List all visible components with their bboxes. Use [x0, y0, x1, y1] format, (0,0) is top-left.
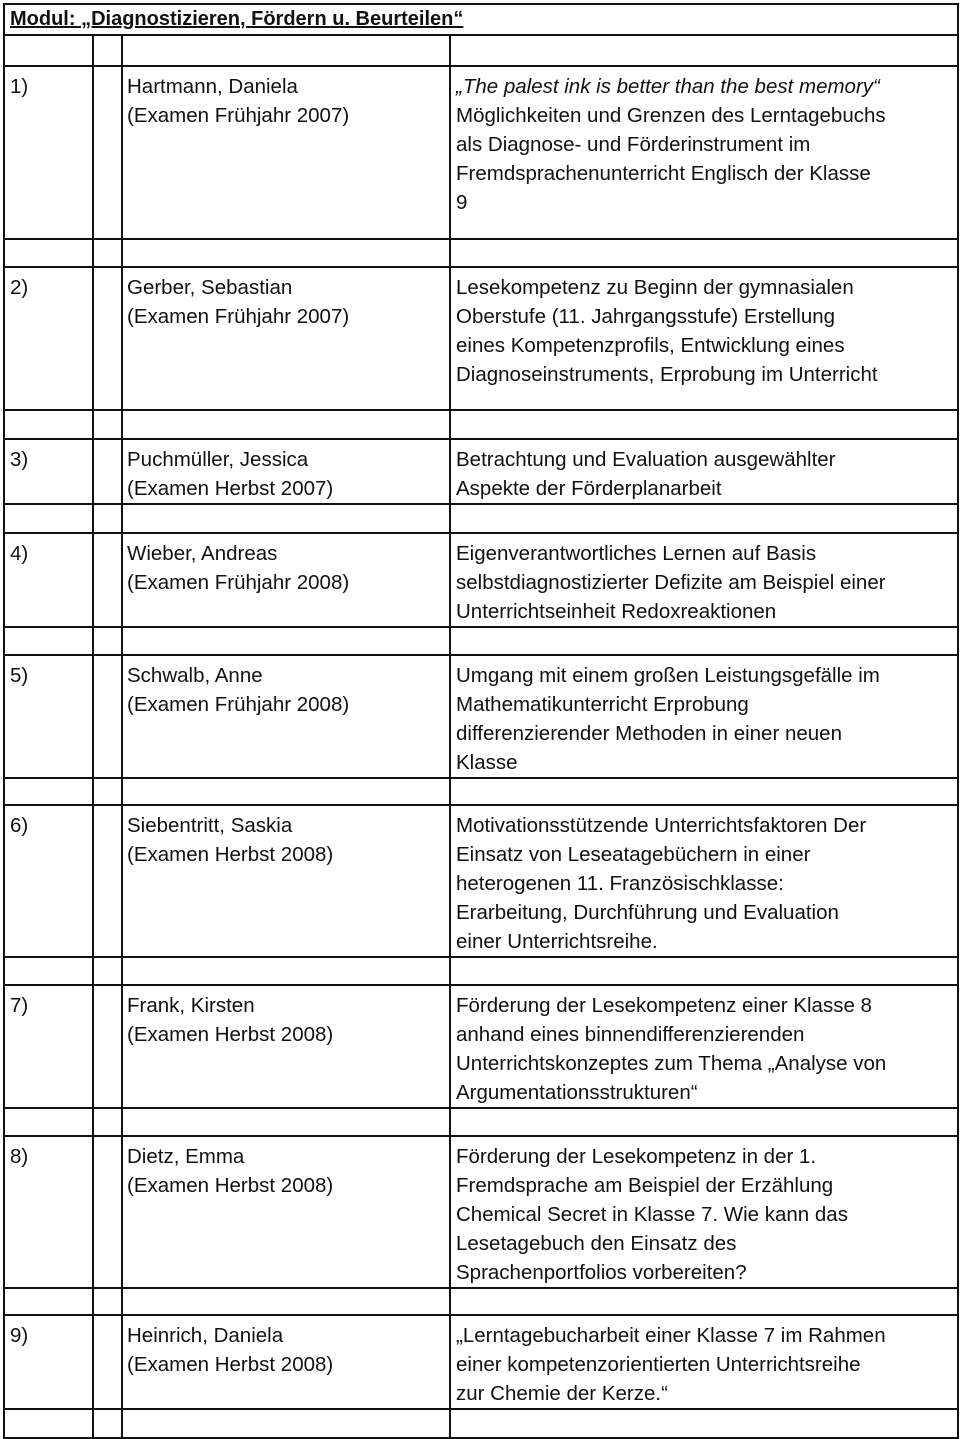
empty-cell: [93, 1136, 122, 1288]
spacer-row: [4, 239, 958, 267]
empty-cell: [122, 1288, 450, 1315]
empty-cell: [93, 985, 122, 1108]
author-exam: (Examen Herbst 2007): [127, 477, 334, 500]
topic-cell: [450, 267, 958, 410]
entry-number: 8): [10, 1145, 29, 1168]
topic-cell: [450, 66, 958, 239]
number-cell: [4, 533, 93, 627]
topic-cell: [450, 533, 958, 627]
topic-line: „The palest ink is better than the best memory“: [456, 75, 880, 98]
author-name: Puchmüller, Jessica: [127, 448, 309, 471]
entry-number: 4): [10, 542, 29, 565]
empty-cell: [450, 239, 958, 267]
topic-line: Betrachtung und Evaluation ausgewählter: [456, 448, 836, 471]
empty-cell: [93, 1409, 122, 1438]
empty-cell: [122, 239, 450, 267]
author-cell: [122, 805, 450, 957]
spacer-row: [4, 1409, 958, 1438]
empty-cell: [4, 1409, 93, 1438]
topic-line: differenzierender Methoden in einer neuen: [456, 722, 842, 745]
topic-line: „Lerntagebucharbeit einer Klasse 7 im Rahmen: [456, 1324, 886, 1347]
spacer-row: [4, 410, 958, 439]
entry-number: 1): [10, 75, 29, 98]
author-name: Heinrich, Daniela: [127, 1324, 284, 1347]
topic-line: einer Unterrichtsreihe.: [456, 930, 658, 953]
module-table: [3, 3, 959, 1439]
topic-line: Eigenverantwortliches Lernen auf Basis: [456, 542, 817, 565]
spacer-row: [4, 1108, 958, 1136]
empty-cell: [93, 439, 122, 504]
spacer-row: [4, 778, 958, 805]
empty-cell: [4, 957, 93, 985]
topic-cell: [450, 1315, 958, 1409]
table-row: [4, 805, 958, 957]
entry-number: 2): [10, 276, 29, 299]
empty-cell: [122, 778, 450, 805]
empty-cell: [122, 410, 450, 439]
author-cell: [122, 533, 450, 627]
entry-number: 7): [10, 994, 29, 1017]
empty-cell: [450, 504, 958, 533]
number-cell: [4, 1136, 93, 1288]
empty-cell: [122, 627, 450, 655]
topic-line: heterogenen 11. Französischklasse:: [456, 872, 784, 895]
empty-cell: [93, 778, 122, 805]
entry-number: 6): [10, 814, 29, 837]
topic-line: Oberstufe (11. Jahrgangsstufe) Erstellung: [456, 305, 836, 328]
number-cell: [4, 66, 93, 239]
empty-cell: [4, 35, 93, 66]
author-name: Dietz, Emma: [127, 1145, 245, 1168]
author-exam: (Examen Herbst 2008): [127, 1023, 334, 1046]
author-cell: [122, 66, 450, 239]
spacer-row: [4, 957, 958, 985]
empty-cell: [4, 627, 93, 655]
module-title: Modul: „Diagnostizieren, Fördern u. Beurteilen“: [4, 4, 958, 35]
empty-cell: [4, 778, 93, 805]
empty-cell: [93, 267, 122, 410]
author-cell: [122, 985, 450, 1108]
empty-cell: [93, 66, 122, 239]
author-cell: [122, 655, 450, 778]
author-name: Wieber, Andreas: [127, 542, 278, 565]
topic-line: Förderung der Lesekompetenz einer Klasse 8: [456, 994, 872, 1017]
author-exam: (Examen Frühjahr 2007): [127, 104, 350, 127]
topic-line: Argumentationsstrukturen“: [456, 1081, 698, 1104]
number-cell: [4, 439, 93, 504]
empty-cell: [93, 533, 122, 627]
author-cell: [122, 1315, 450, 1409]
spacer-row: [4, 627, 958, 655]
empty-cell: [93, 655, 122, 778]
empty-cell: [450, 957, 958, 985]
topic-line: eines Kompetenzprofils, Entwicklung eines: [456, 334, 845, 357]
empty-cell: [450, 410, 958, 439]
number-cell: [4, 1315, 93, 1409]
number-cell: [4, 805, 93, 957]
empty-cell: [93, 1315, 122, 1409]
empty-cell: [450, 627, 958, 655]
empty-cell: [122, 1409, 450, 1438]
author-cell: [122, 439, 450, 504]
entry-number: 3): [10, 448, 29, 471]
topic-cell: [450, 439, 958, 504]
empty-cell: [4, 1108, 93, 1136]
topic-line: Unterrichtseinheit Redoxreaktionen: [456, 600, 777, 623]
empty-cell: [4, 504, 93, 533]
author-name: Schwalb, Anne: [127, 664, 263, 687]
author-name: Siebentritt, Saskia: [127, 814, 293, 837]
author-exam: (Examen Herbst 2008): [127, 1353, 334, 1376]
author-name: Gerber, Sebastian: [127, 276, 293, 299]
table-row: [4, 439, 958, 504]
topic-line: Motivationsstützende Unterrichtsfaktoren Der: [456, 814, 867, 837]
number-cell: [4, 655, 93, 778]
topic-line: Einsatz von Leseatagebüchern in einer: [456, 843, 811, 866]
topic-line: Sprachenportfolios vorbereiten?: [456, 1261, 747, 1284]
author-exam: (Examen Herbst 2008): [127, 1174, 334, 1197]
empty-cell: [450, 778, 958, 805]
topic-line: Aspekte der Förderplanarbeit: [456, 477, 722, 500]
topic-line: Fremdsprachenunterricht Englisch der Klasse: [456, 162, 871, 185]
author-name: Frank, Kirsten: [127, 994, 255, 1017]
empty-cell: [93, 957, 122, 985]
entry-number: 5): [10, 664, 29, 687]
empty-cell: [122, 504, 450, 533]
empty-cell: [93, 239, 122, 267]
topic-line: selbstdiagnostizierter Defizite am Beispiel einer: [456, 571, 886, 594]
topic-cell: [450, 1136, 958, 1288]
topic-line: einer kompetenzorientierten Unterrichtsreihe: [456, 1353, 861, 1376]
empty-cell: [122, 1108, 450, 1136]
empty-cell: [450, 1108, 958, 1136]
table-row: [4, 655, 958, 778]
author-name: Hartmann, Daniela: [127, 75, 298, 98]
author-cell: [122, 1136, 450, 1288]
topic-line: Diagnoseinstruments, Erprobung im Unterricht: [456, 363, 878, 386]
topic-line: Umgang mit einem großen Leistungsgefälle im: [456, 664, 880, 687]
topic-cell: [450, 655, 958, 778]
empty-cell: [93, 35, 122, 66]
spacer-row: [4, 504, 958, 533]
author-exam: (Examen Frühjahr 2007): [127, 305, 350, 328]
topic-line: 9: [456, 191, 468, 214]
author-cell: [122, 267, 450, 410]
empty-cell: [93, 410, 122, 439]
table-row: [4, 985, 958, 1108]
empty-cell: [122, 957, 450, 985]
topic-line: zur Chemie der Kerze.“: [456, 1382, 668, 1405]
empty-cell: [4, 239, 93, 267]
table-row: [4, 66, 958, 239]
number-cell: [4, 267, 93, 410]
empty-cell: [93, 627, 122, 655]
empty-cell: [93, 805, 122, 957]
topic-cell: [450, 805, 958, 957]
empty-cell: [122, 35, 450, 66]
topic-line: Lesekompetenz zu Beginn der gymnasialen: [456, 276, 854, 299]
empty-cell: [450, 35, 958, 66]
empty-cell: [4, 1288, 93, 1315]
topic-line: Förderung der Lesekompetenz in der 1.: [456, 1145, 817, 1168]
table-row: [4, 533, 958, 627]
author-exam: (Examen Frühjahr 2008): [127, 571, 350, 594]
empty-cell: [93, 1108, 122, 1136]
topic-line: anhand eines binnendifferenzierenden: [456, 1023, 805, 1046]
empty-cell: [93, 1288, 122, 1315]
empty-cell: [450, 1409, 958, 1438]
author-exam: (Examen Frühjahr 2008): [127, 693, 350, 716]
empty-cell: [4, 410, 93, 439]
author-exam: (Examen Herbst 2008): [127, 843, 334, 866]
table-row: [4, 1136, 958, 1288]
topic-line: Erarbeitung, Durchführung und Evaluation: [456, 901, 839, 924]
entry-number: 9): [10, 1324, 29, 1347]
spacer-row: [4, 1288, 958, 1315]
topic-cell: [450, 985, 958, 1108]
topic-line: Unterrichtskonzeptes zum Thema „Analyse von: [456, 1052, 887, 1075]
topic-line: Lesetagebuch den Einsatz des: [456, 1232, 737, 1255]
number-cell: [4, 985, 93, 1108]
table-row: [4, 1315, 958, 1409]
title-row: [4, 4, 958, 35]
empty-cell: [93, 504, 122, 533]
topic-line: Mathematikunterricht Erprobung: [456, 693, 749, 716]
empty-cell: [450, 1288, 958, 1315]
spacer-row: [4, 35, 958, 66]
topic-line: Chemical Secret in Klasse 7. Wie kann das: [456, 1203, 848, 1226]
topic-line: Fremdsprache am Beispiel der Erzählung: [456, 1174, 834, 1197]
topic-line: Möglichkeiten und Grenzen des Lerntagebuchs: [456, 104, 886, 127]
topic-line: als Diagnose- und Förderinstrument im: [456, 133, 811, 156]
table-row: [4, 267, 958, 410]
topic-line: Klasse: [456, 751, 518, 774]
